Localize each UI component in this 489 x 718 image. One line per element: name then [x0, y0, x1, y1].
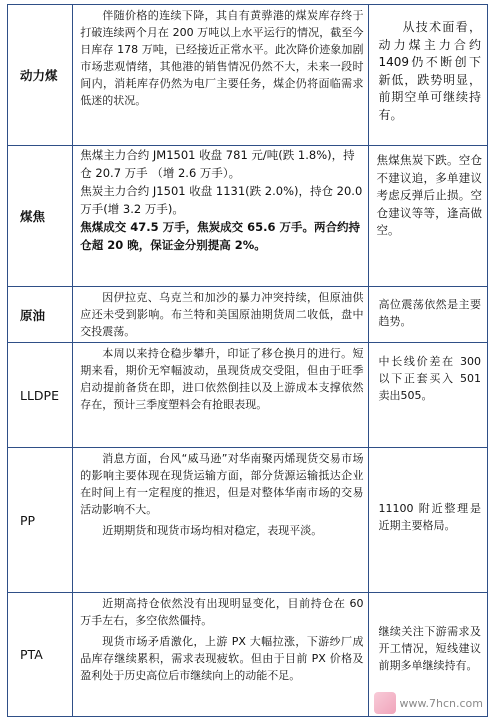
row-name-cell — [8, 343, 73, 448]
view-text: 高位震荡依然是主要趋势。 — [378, 298, 481, 328]
analysis-cell — [73, 343, 369, 448]
row-name-cell — [8, 448, 73, 593]
watermark-text: www.7hcn.com — [399, 696, 483, 710]
analysis-text: 消息方面，台风“威马逊”对华南聚丙烯现货交易市场的影响主要体现在现货运输方面，部分货源运输抵达企业在时间上有一定程度的推迟，但是对整体华南市场的交易活动影响不大。 — [80, 452, 364, 516]
commodity-name: PP — [20, 512, 36, 528]
analysis-text: 焦炭主力合约 J1501 收盘 1131(跌 2.0%)，持仓 20.0 万手(增 3.2 万手)。 — [80, 184, 363, 216]
row-name-cell — [8, 287, 73, 343]
analysis-text: 焦煤主力合约 JM1501 收盘 781 元/吨(跌 1.8%)，持仓 20.7 万手 （增 2.6 万手）。 — [80, 148, 355, 180]
row-name-cell — [8, 593, 73, 717]
commodity-name: LLDPE — [20, 387, 59, 403]
commodity-analysis-table — [7, 4, 488, 717]
view-text: 焦煤焦炭下跌。空仓不建议追，多单建议考虑反弹后止损。空仓建议等等，逢高做空。 — [376, 153, 482, 237]
commodity-name: 动力煤 — [20, 68, 58, 83]
analysis-cell — [73, 448, 369, 593]
view-text: 从技术面看，动力煤主力合约 1409仍不断创下新低，跌势明显，前期空单可继续持有。 — [378, 20, 481, 122]
analysis-text: 近期高持仓依然没有出现明显变化，目前持仓在 60 万手左右，多空依然僵持。 — [80, 597, 364, 627]
view-cell — [369, 287, 488, 343]
view-cell — [369, 448, 488, 593]
row-name-cell — [8, 146, 73, 287]
row-lldpe — [8, 343, 488, 448]
commodity-name: 煤焦 — [20, 209, 46, 224]
row-coal-coke — [8, 146, 488, 287]
analysis-cell — [73, 593, 369, 717]
view-text: 中长线价差在 300 以下正套买入 501 卖出505。 — [378, 355, 481, 402]
analysis-text: 焦煤成交 47.5 万手，焦炭成交 65.6 万手。两合约持仓超 20 晚，保证金分别提高 2%。 — [80, 220, 361, 252]
row-crude-oil — [8, 287, 488, 343]
analysis-cell — [73, 5, 369, 146]
analysis-text: 因伊拉克、乌克兰和加沙的暴力冲突持续，但原油供应还未受到影响。布兰特和美国原油期货周二收低，盘中交投震荡。 — [80, 291, 364, 338]
view-cell — [369, 343, 488, 448]
row-pp — [8, 448, 488, 593]
analysis-cell — [73, 287, 369, 343]
view-text: 继续关注下游需求及开工情况，短线建议前期多单继续持有。 — [378, 625, 481, 672]
watermark — [374, 692, 483, 714]
analysis-cell — [73, 146, 369, 287]
analysis-text: 伴随价格的连续下降，其自有黄骅港的煤炭库存终于打破连续两个月在 200 万吨以上水平运行的情况，截至今日库存 178 万吨，已经接近正常水平。此次降价迹象加剧市场悲观情绪，其他港的销售情况仍然不大，未来一段时间内，消耗库存仍然为电厂主要任务，煤企仍将面临需求低迷的状况。 — [80, 9, 364, 107]
commodity-name: 原油 — [20, 307, 46, 323]
watermark-logo-icon — [374, 692, 396, 714]
analysis-text: 近期期货和现货市场均相对稳定，表现平淡。 — [102, 524, 323, 537]
view-cell — [369, 146, 488, 287]
analysis-text: 现货市场矛盾激化，上游 PX 大幅拉涨，下游纱厂成品库存继续累积，需求表现疲软。但由于目前 PX 价格及盈利处于历史高位后市继续向上的动能不足。 — [80, 635, 364, 682]
row-thermal-coal — [8, 5, 488, 146]
view-cell — [369, 5, 488, 146]
view-text: 11100 附近整理是近期主要格局。 — [378, 502, 481, 532]
commodity-name: PTA — [20, 647, 43, 662]
analysis-text: 本周以来持仓稳步攀升，印证了移仓换月的进行。短期来看，期价无窄幅波动，虽现货成交受阻，但由于旺季启动提前备货在即，进口依然倒挂以及上游成本支撑依然存在，预计三季度塑料会有抢眼表现。 — [80, 347, 364, 411]
row-name-cell — [8, 5, 73, 146]
